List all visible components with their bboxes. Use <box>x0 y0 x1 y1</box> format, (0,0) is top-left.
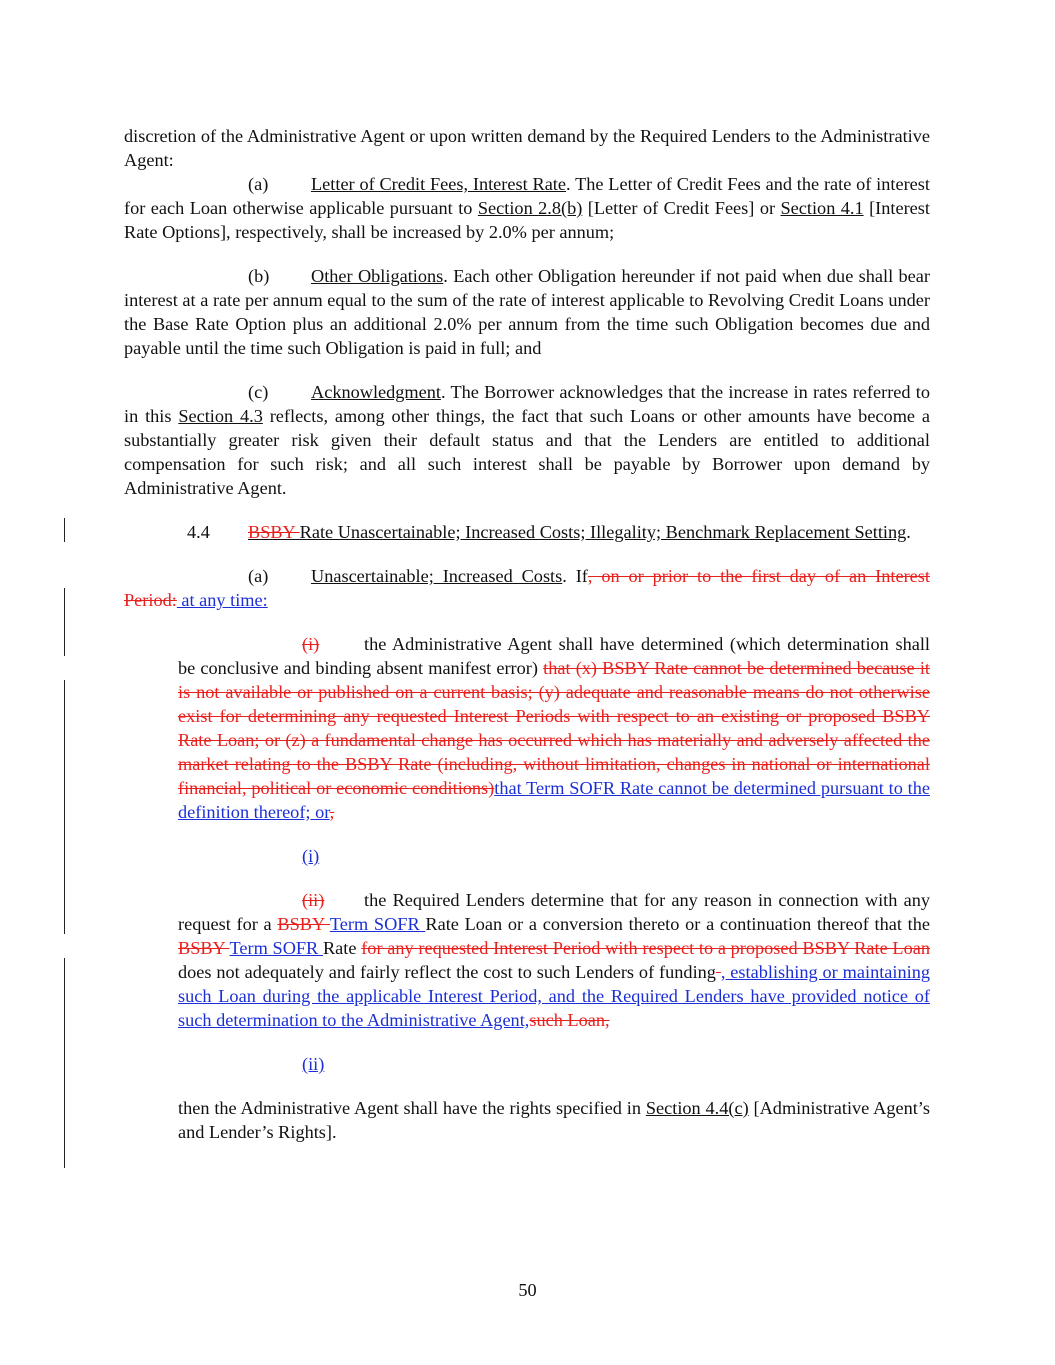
deleted-text: BSBY <box>178 938 230 958</box>
then-paragraph <box>124 1096 930 1144</box>
change-bar <box>64 958 65 1168</box>
then-text: [Administrative Agent’s and Lender’s Rights]. <box>178 1098 930 1142</box>
deleted-text: such Loan, <box>529 1010 610 1030</box>
deleted-text: that (x) BSBY Rate cannot be determined because it is not available or published on a current basis; (y) adequate and reasonable means do not otherwise exist for determining any requested Interest Periods with respect to an existing or proposed BSBY Rate Loan; or (z) a fundamental change has occurred which has materially and adversely affected the market relating to the BSBY Rate (including, without limitation, changes in national or international financial, political or economic conditions) <box>178 658 930 798</box>
paragraph-a-text: . The Letter of Credit Fees and the rate of interest for each Loan otherwise applicable pursuant to <box>124 174 930 218</box>
paragraph-4-4-a-number: (a) <box>248 566 269 586</box>
paragraph-c-text: . The Borrower acknowledges that the increase in rates referred to in this <box>124 382 930 426</box>
deleted-text: for any requested Interest Period with respect to a proposed BSBY Rate Loan <box>361 938 930 958</box>
inserted-text: at any time: <box>176 590 268 610</box>
clause-i-text: the Administrative Agent shall have determined (which determination shall be conclusive and binding absent manifest error) <box>178 634 930 678</box>
deleted-text: BSBY <box>248 522 300 542</box>
section-number: 4.4 <box>187 522 210 542</box>
paragraph-b-number: (b) <box>248 266 270 286</box>
change-bar <box>64 588 65 656</box>
deleted-text: , on or prior to the first day of an Interest Period: <box>124 566 930 610</box>
paragraph-a-text: [Letter of Credit Fees] or <box>582 198 781 218</box>
deleted-text: BSBY <box>277 914 330 934</box>
section-reference: Section 4.3 <box>178 406 263 426</box>
then-text: then the Administrative Agent shall have the rights specified in <box>178 1098 646 1118</box>
paragraph-c-title: Acknowledgment <box>311 382 441 402</box>
paragraph-a <box>124 172 930 244</box>
section-reference: Section 4.1 <box>780 198 864 218</box>
deleted-clause-number: (ii) <box>302 890 325 910</box>
inserted-clause-number: (i) <box>302 846 320 866</box>
intro-paragraph <box>124 124 930 172</box>
heading-period: . <box>906 522 911 542</box>
paragraph-b-title: Other Obligations <box>311 266 444 286</box>
inserted-clause-number: (ii) <box>302 1054 325 1074</box>
paragraph-a-title: Letter of Credit Fees, Interest Rate <box>311 174 567 194</box>
paragraph-c-text: reflects, among other things, the fact that such Loans or other amounts have become a substantially greater risk given their default status and that the Lenders are entitled to additional compensation for such risk; and all such interest shall be payable by Borrower upon demand by Administrative Agent. <box>124 406 930 498</box>
paragraph-4-4-a <box>124 564 930 612</box>
inserted-text: that Term SOFR Rate cannot be determined pursuant to the definition thereof; or <box>178 778 930 822</box>
inserted-text: , establishing or maintaining such Loan during the applicable Interest Period, and the Required Lenders have provided notice of such determination to the Administrative Agent, <box>178 962 930 1030</box>
paragraph-c <box>124 380 930 500</box>
paragraph-a-text: [Interest Rate Options], respectively, shall be increased by 2.0% per annum; <box>124 198 930 242</box>
clause-ii <box>124 888 930 1032</box>
deleted-text: , <box>329 802 335 822</box>
clause-i <box>124 632 930 824</box>
section-title: Rate Unascertainable; Increased Costs; Illegality; Benchmark Replacement Setting <box>299 522 907 542</box>
deleted-clause-number: (i) <box>302 634 320 654</box>
clause-ii-text: does not adequately and fairly reflect the cost to such Lenders of funding <box>178 962 716 982</box>
change-bar <box>64 518 65 542</box>
paragraph-4-4-a-text: . If <box>562 566 588 586</box>
inserted-text: Term SOFR <box>329 914 426 934</box>
paragraph-b-text: . Each other Obligation hereunder if not paid when due shall bear interest at a rate per annum equal to the sum of the rate of interest applicable to Revolving Credit Loans under the Base Rate Option plus an additional 2.0% per annum from the time such Obligation becomes due and payable until the time such Obligation is paid in full; and <box>124 266 930 358</box>
intro-text: discretion of the Administrative Agent or upon written demand by the Required Lenders to the Administrative Agent: <box>124 126 930 170</box>
clause-ii-text: Rate <box>322 938 362 958</box>
paragraph-c-number: (c) <box>248 382 269 402</box>
paragraph-b <box>124 264 930 360</box>
clause-ii-text: Rate Loan or a conversion thereto or a continuation thereof that the <box>425 914 930 934</box>
section-reference: Section 2.8(b) <box>477 198 583 218</box>
page-number: 50 <box>518 1280 537 1300</box>
inserted-number-i <box>124 844 930 868</box>
inserted-text: Term SOFR <box>229 938 323 958</box>
paragraph-4-4-a-title: Unascertainable; Increased Costs <box>311 566 563 586</box>
inserted-number-ii <box>124 1052 930 1076</box>
clause-ii-text: the Required Lenders determine that for any reason in connection with any request for a <box>178 890 930 934</box>
section-4-4-heading <box>124 520 930 544</box>
document-body <box>124 124 930 1144</box>
paragraph-a-number: (a) <box>248 174 269 194</box>
section-reference: Section 4.4(c) <box>645 1098 749 1118</box>
change-bar <box>64 680 65 934</box>
